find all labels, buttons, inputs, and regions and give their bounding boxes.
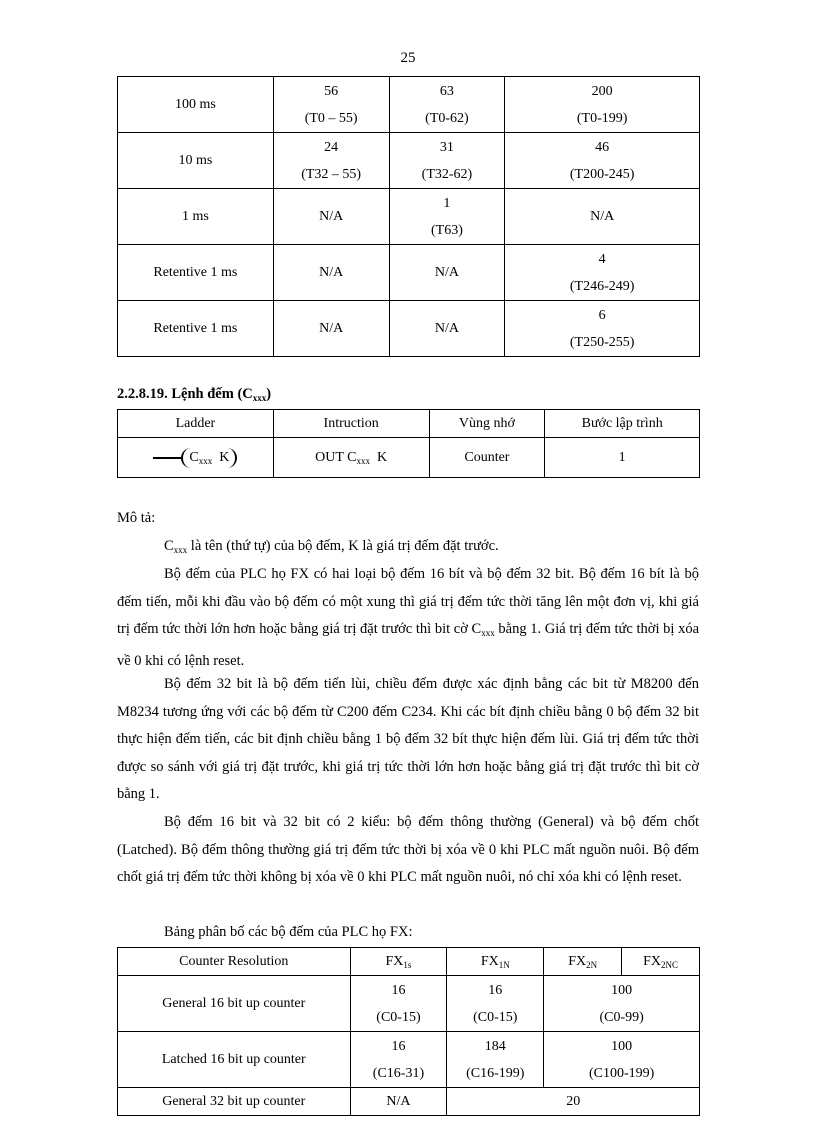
paragraph-2: Bộ đếm của PLC họ FX có hai loại bộ đếm 16 bít và bộ đếm 32 bit. Bộ đếm 16 bít là bộ đếm tiến, mỗi khi đầu vào bộ đếm có một xung thì giá trị đếm tức thời tăng lên một đơn vị, khi giá trị đếm tức thời lớn hơn hoặc bằng giá trị đặt trước thì bit cờ $C_{xxx}$ bằng 1. Giá trị đếm tức thời bị xóa về 0 khi có lệnh reset. [117,566,700,669]
description-label: Mô tả: [117,510,156,526]
section-heading: 2.2.8.19. Lệnh đếm $(C_{xxx})$ [117,386,272,403]
counter-table [117,947,700,1116]
paragraph-4: Bộ đếm 16 bit và 32 bit có 2 kiểu: bộ đếm thông thường (General) và bộ đếm chốt (Latched). Bộ đếm thông thường giá trị đếm tức thời bị xóa về 0 khi PLC mất nguồn nuôi. Bộ đếm chốt giá trị đếm tức thời không bị xóa về 0 khi PLC mất nguồn nuôi, nó chỉ xóa khi có lệnh reset. [117,814,699,886]
paragraph-5: Bảng phân bố các bộ đếm của PLC họ FX: [164,924,413,940]
timer-table [117,76,700,357]
table-row: General 16 bit up counter 16 (C0-15) 16 (C0-15) 100 (C0-99) [118,976,700,1032]
table-row: General 32 bit up counter N/A 20 [118,1088,700,1116]
ladder-symbol [118,438,274,478]
header-resolution: Counter Resolution [118,948,351,976]
header-instruction: Intruction [273,410,429,438]
header-fx1s: $FX_{1s}$ [350,948,447,976]
memory-cell: Counter [429,438,545,478]
header-fx2n: $FX_{2N}$ [544,948,622,976]
paragraph-3: Bộ đếm 32 bit là bộ đếm tiến lùi, chiều đếm được xác định bằng các bit từ M8200 đến M8234 tương ứng với các bộ đếm từ C200 đếm C234. Khi các bít định chiều bằng 0 bộ đếm 32 bit thực hiện đếm tiến, các bit định chiều bằng 1 bộ đếm 32 bít thực hiện đếm lùi. Giá trị đếm tức thời được so sánh với giá trị đặt trước, khi giá trị tức thời lớn hơn hoặc bằng giá trị đặt trước thì bit cờ bằng 1. [117,676,699,803]
header-steps: Bước lập trình [545,410,700,438]
table-row: Retentive 1 ms N/A N/A 6 (T250-255) [118,301,700,357]
table-row: 10 ms 24 (T32 – 55) 31 (T32-62) 46 (T200-245) [118,133,700,189]
table-row: 100 ms 56 (T0 – 55) 63 (T0-62) 200 (T0-199) [118,77,700,133]
header-fx2nc: $FX_{2NC}$ [622,948,700,976]
table-row: 1 ms N/A 1 (T63) N/A [118,189,700,245]
header-ladder: Ladder [118,410,274,438]
paragraph-1: $C_{xxx}$ là tên (thứ tự) của bộ đếm, K là giá trị đếm đặt trước. [164,538,499,555]
header-memory: Vùng nhớ [429,410,545,438]
steps-cell: 1 [545,438,700,478]
table-row: Latched 16 bit up counter 16 (C16-31) 184 (C16-199) 100 (C100-199) [118,1032,700,1088]
page-number: 25 [400,50,416,66]
coil-symbol-icon: $C_{xxx}$ K [153,448,237,468]
table-row: Retentive 1 ms N/A N/A 4 (T246-249) [118,245,700,301]
instruction-table [117,409,700,478]
header-fx1n: $FX_{1N}$ [447,948,544,976]
instruction-cell: OUT $C_{xxx}$ K [273,438,429,478]
